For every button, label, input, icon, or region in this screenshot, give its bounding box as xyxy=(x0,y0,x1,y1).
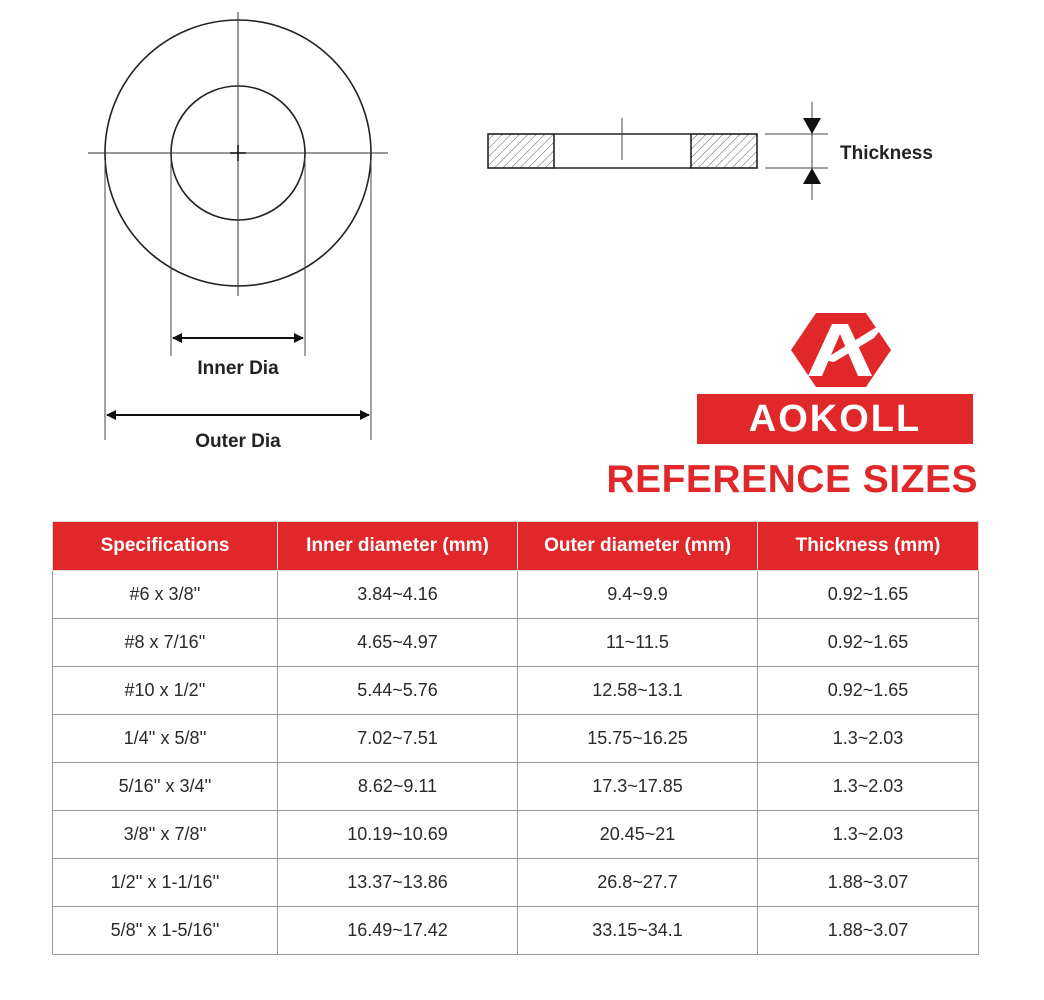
outer-dia-cell: 15.75~16.25 xyxy=(518,715,758,763)
outer-dia-cell: 20.45~21 xyxy=(518,811,758,859)
thickness-cell: 1.88~3.07 xyxy=(758,907,979,955)
spec-cell: 1/2'' x 1-1/16'' xyxy=(53,859,278,907)
thickness-cell: 0.92~1.65 xyxy=(758,667,979,715)
thickness-arrow-top xyxy=(803,118,821,134)
outer-dia-cell: 11~11.5 xyxy=(518,619,758,667)
hexagon-a-logo-icon xyxy=(791,313,891,387)
outer-dia-cell: 17.3~17.85 xyxy=(518,763,758,811)
inner-dia-label: Inner Dia xyxy=(197,358,279,379)
spec-cell: 5/8'' x 1-5/16'' xyxy=(53,907,278,955)
table-row xyxy=(53,859,979,907)
spec-cell: 3/8'' x 7/8'' xyxy=(53,811,278,859)
thickness-cell: 0.92~1.65 xyxy=(758,619,979,667)
inner-dia-cell: 10.19~10.69 xyxy=(278,811,518,859)
outer-dia-cell: 9.4~9.9 xyxy=(518,571,758,619)
spec-cell: #8 x 7/16'' xyxy=(53,619,278,667)
header-thickness: Thickness (mm) xyxy=(758,522,979,571)
thickness-cell: 1.3~2.03 xyxy=(758,763,979,811)
thickness-arrow-bottom xyxy=(803,168,821,184)
header-specifications: Specifications xyxy=(53,522,278,571)
inner-dia-cell: 7.02~7.51 xyxy=(278,715,518,763)
outer-dia-cell: 26.8~27.7 xyxy=(518,859,758,907)
outer-dia-cell: 12.58~13.1 xyxy=(518,667,758,715)
inner-dia-cell: 5.44~5.76 xyxy=(278,667,518,715)
inner-dia-cell: 16.49~17.42 xyxy=(278,907,518,955)
outer-dia-cell: 33.15~34.1 xyxy=(518,907,758,955)
table-row xyxy=(53,619,979,667)
table-header-row xyxy=(53,522,979,571)
spec-cell: #10 x 1/2'' xyxy=(53,667,278,715)
table-row xyxy=(53,907,979,955)
table-row xyxy=(53,763,979,811)
table-row xyxy=(53,571,979,619)
inner-dia-cell: 13.37~13.86 xyxy=(278,859,518,907)
thickness-cell: 1.88~3.07 xyxy=(758,859,979,907)
size-table xyxy=(52,521,979,955)
header-outer-diameter: Outer diameter (mm) xyxy=(518,522,758,571)
thickness-cell: 1.3~2.03 xyxy=(758,715,979,763)
inner-dia-cell: 4.65~4.97 xyxy=(278,619,518,667)
washer-section-view xyxy=(488,102,933,200)
inner-dia-cell: 3.84~4.16 xyxy=(278,571,518,619)
spec-cell: 1/4'' x 5/8'' xyxy=(53,715,278,763)
inner-dia-cell: 8.62~9.11 xyxy=(278,763,518,811)
table-row xyxy=(53,811,979,859)
reference-sizes-title: REFERENCE SIZES xyxy=(606,458,978,501)
thickness-cell: 1.3~2.03 xyxy=(758,811,979,859)
outer-dia-label: Outer Dia xyxy=(195,431,281,452)
washer-front-view xyxy=(88,12,388,452)
table-row xyxy=(53,667,979,715)
thickness-cell: 0.92~1.65 xyxy=(758,571,979,619)
brand-name: AOKOLL xyxy=(697,394,973,444)
thickness-label: Thickness xyxy=(840,143,933,164)
header-inner-diameter: Inner diameter (mm) xyxy=(278,522,518,571)
table-row xyxy=(53,715,979,763)
spec-cell: #6 x 3/8'' xyxy=(53,571,278,619)
spec-cell: 5/16'' x 3/4'' xyxy=(53,763,278,811)
